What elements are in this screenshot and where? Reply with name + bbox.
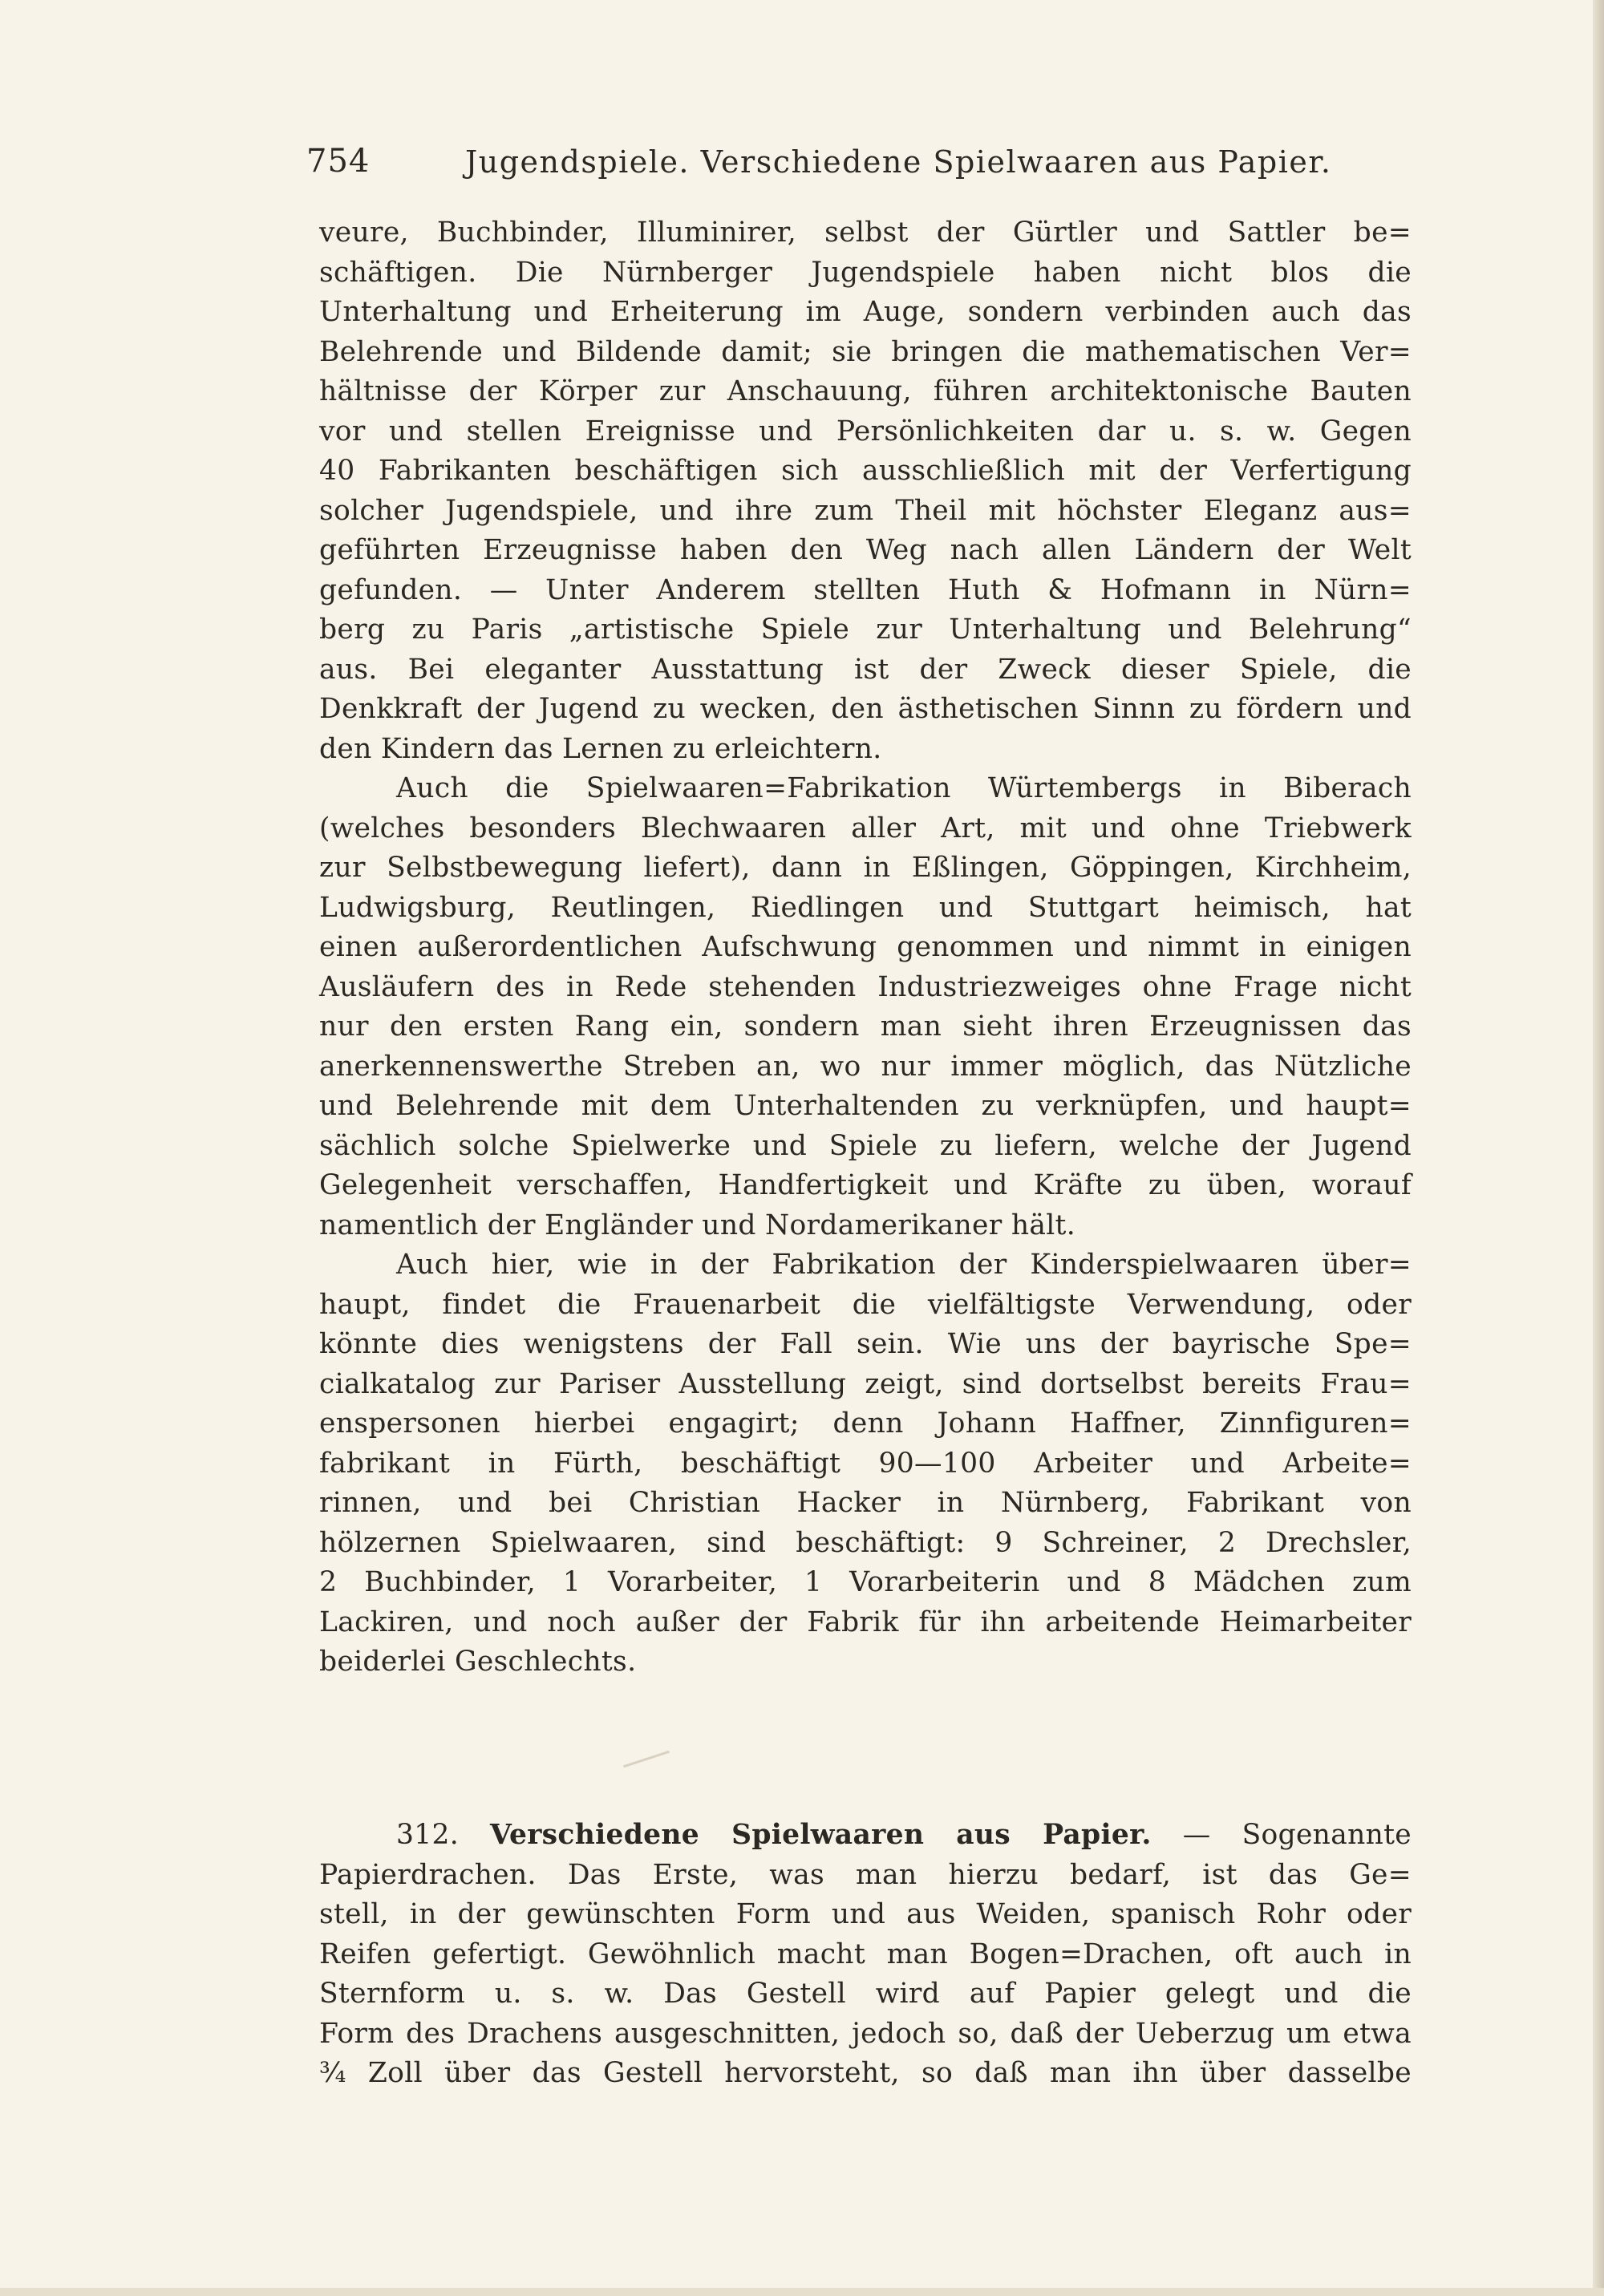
text-line: könnte dies wenigstens der Fall sein. Wie uns der bayrische Spe=: [319, 1328, 1412, 1360]
paragraph-2: [319, 769, 1412, 1245]
text-line: Unterhaltung und Erheiterung im Auge, sondern verbinden auch das: [319, 296, 1412, 328]
text-line: Lackiren, und noch außer der Fabrik für ihn arbeitende Heimarbeiter: [319, 1606, 1412, 1638]
text-line: den Kindern das Lernen zu erleichtern.: [319, 732, 882, 765]
text-line: berg zu Paris „artistische Spiele zur Unterhaltung und Belehrung“: [319, 613, 1412, 646]
text-line: haupt, findet die Frauenarbeit die vielfältigste Verwendung, oder: [319, 1288, 1412, 1321]
section-first-line-rest: — Sogenannte: [1182, 1819, 1412, 1851]
text-line: veure, Buchbinder, Illuminirer, selbst der Gürtler und Sattler be=: [319, 217, 1412, 249]
text-line: Form des Drachens ausgeschnitten, jedoch so, daß der Ueberzug um etwa: [319, 2017, 1412, 2050]
text-line: 40 Fabrikanten beschäftigen sich ausschließlich mit der Verfertigung: [319, 455, 1412, 487]
paragraph-1: [319, 213, 1412, 769]
text-line: sächlich solche Spielwerke und Spiele zu liefern, welche der Jugend: [319, 1129, 1412, 1162]
text-line: stell, in der gewünschten Form und aus Weiden, spanisch Rohr oder: [319, 1898, 1412, 1930]
text-line: schäftigen. Die Nürnberger Jugendspiele haben nicht blos die: [319, 256, 1412, 289]
text-line: und Belehrende mit dem Unterhaltenden zu verknüpfen, und haupt=: [319, 1090, 1412, 1122]
text-line: 2 Buchbinder, 1 Vorarbeiter, 1 Vorarbeiterin und 8 Mädchen zum: [319, 1566, 1412, 1598]
paragraph-3: [319, 1245, 1412, 1683]
text-line: gefunden. — Unter Anderem stellten Huth & Hofmann in Nürn=: [319, 573, 1412, 606]
body-text: [319, 213, 1412, 1683]
text-line: Auch die Spielwaaren=Fabrikation Würtembergs in Biberach: [396, 772, 1412, 804]
text-line: cialkatalog zur Pariser Ausstellung zeigt, sind dortselbst bereits Frau=: [319, 1367, 1412, 1400]
text-line: ¾ Zoll über das Gestell hervorsteht, so daß man ihn über dasselbe: [319, 2057, 1412, 2089]
text-line: Ludwigsburg, Reutlingen, Riedlingen und Stuttgart heimisch, hat: [319, 891, 1412, 924]
page-edge-shadow: [1593, 0, 1604, 2296]
text-line: geführten Erzeugnisse haben den Weg nach allen Ländern der Welt: [319, 534, 1412, 566]
text-line: namentlich der Engländer und Nordamerikaner hält.: [319, 1209, 1075, 1241]
ink-smudge: [623, 1751, 670, 1768]
section-number: 312.: [396, 1819, 460, 1851]
text-line: hältnisse der Körper zur Anschauung, führen architektonische Bauten: [319, 375, 1412, 407]
text-line: Sternform u. s. w. Das Gestell wird auf Papier gelegt und die: [319, 1978, 1412, 2010]
text-line: Denkkraft der Jugend zu wecken, den ästhetischen Sinnn zu fördern und: [319, 693, 1412, 725]
text-line: hölzernen Spielwaaren, sind beschäftigt: 9 Schreiner, 2 Drechsler,: [319, 1526, 1412, 1559]
text-line: Auch hier, wie in der Fabrikation der Kinderspielwaaren über=: [396, 1249, 1412, 1281]
section-312: [319, 1816, 1412, 2094]
text-line: Papierdrachen. Das Erste, was man hierzu bedarf, ist das Ge=: [319, 1858, 1412, 1891]
page-header: [306, 143, 1413, 184]
text-line: aus. Bei eleganter Ausstattung ist der Zweck dieser Spiele, die: [319, 653, 1412, 686]
text-line: zur Selbstbewegung liefert), dann in Eßlingen, Göppingen, Kirchheim,: [319, 852, 1412, 884]
text-line: Ausläufern des in Rede stehenden Industriezweiges ohne Frage nicht: [319, 970, 1412, 1003]
text-line: rinnen, und bei Christian Hacker in Nürnberg, Fabrikant von: [319, 1487, 1412, 1519]
text-line: enspersonen hierbei engagirt; denn Johann Haffner, Zinnfiguren=: [319, 1407, 1412, 1440]
page-bottom-edge: [0, 2288, 1604, 2296]
page-number: 754: [306, 143, 371, 180]
text-line: (welches besonders Blechwaaren aller Art, mit und ohne Triebwerk: [319, 812, 1412, 844]
text-line: Belehrende und Bildende damit; sie bringen die mathematischen Ver=: [319, 335, 1412, 368]
text-line: beiderlei Geschlechts.: [319, 1646, 637, 1678]
text-line: vor und stellen Ereignisse und Persönlichkeiten dar u. s. w. Gegen: [319, 415, 1412, 447]
running-title: Jugendspiele. Verschiedene Spielwaaren aus Papier.: [465, 144, 1332, 180]
text-line: solcher Jugendspiele, und ihre zum Theil mit höchster Eleganz aus=: [319, 494, 1412, 527]
text-line: Reifen gefertigt. Gewöhnlich macht man Bogen=Drachen, oft auch in: [319, 1938, 1412, 1970]
text-line: anerkennenswerthe Streben an, wo nur immer möglich, das Nützliche: [319, 1050, 1412, 1083]
text-line: fabrikant in Fürth, beschäftigt 90—100 Arbeiter und Arbeite=: [319, 1447, 1412, 1480]
section-heading: Verschiedene Spielwaaren aus Papier.: [490, 1819, 1152, 1851]
text-line: Gelegenheit verschaffen, Handfertigkeit und Kräfte zu üben, worauf: [319, 1169, 1412, 1201]
section-heading-line: [319, 1816, 1412, 1856]
text-line: nur den ersten Rang ein, sondern man sieht ihren Erzeugnissen das: [319, 1010, 1412, 1043]
text-line: einen außerordentlichen Aufschwung genommen und nimmt in einigen: [319, 931, 1412, 963]
